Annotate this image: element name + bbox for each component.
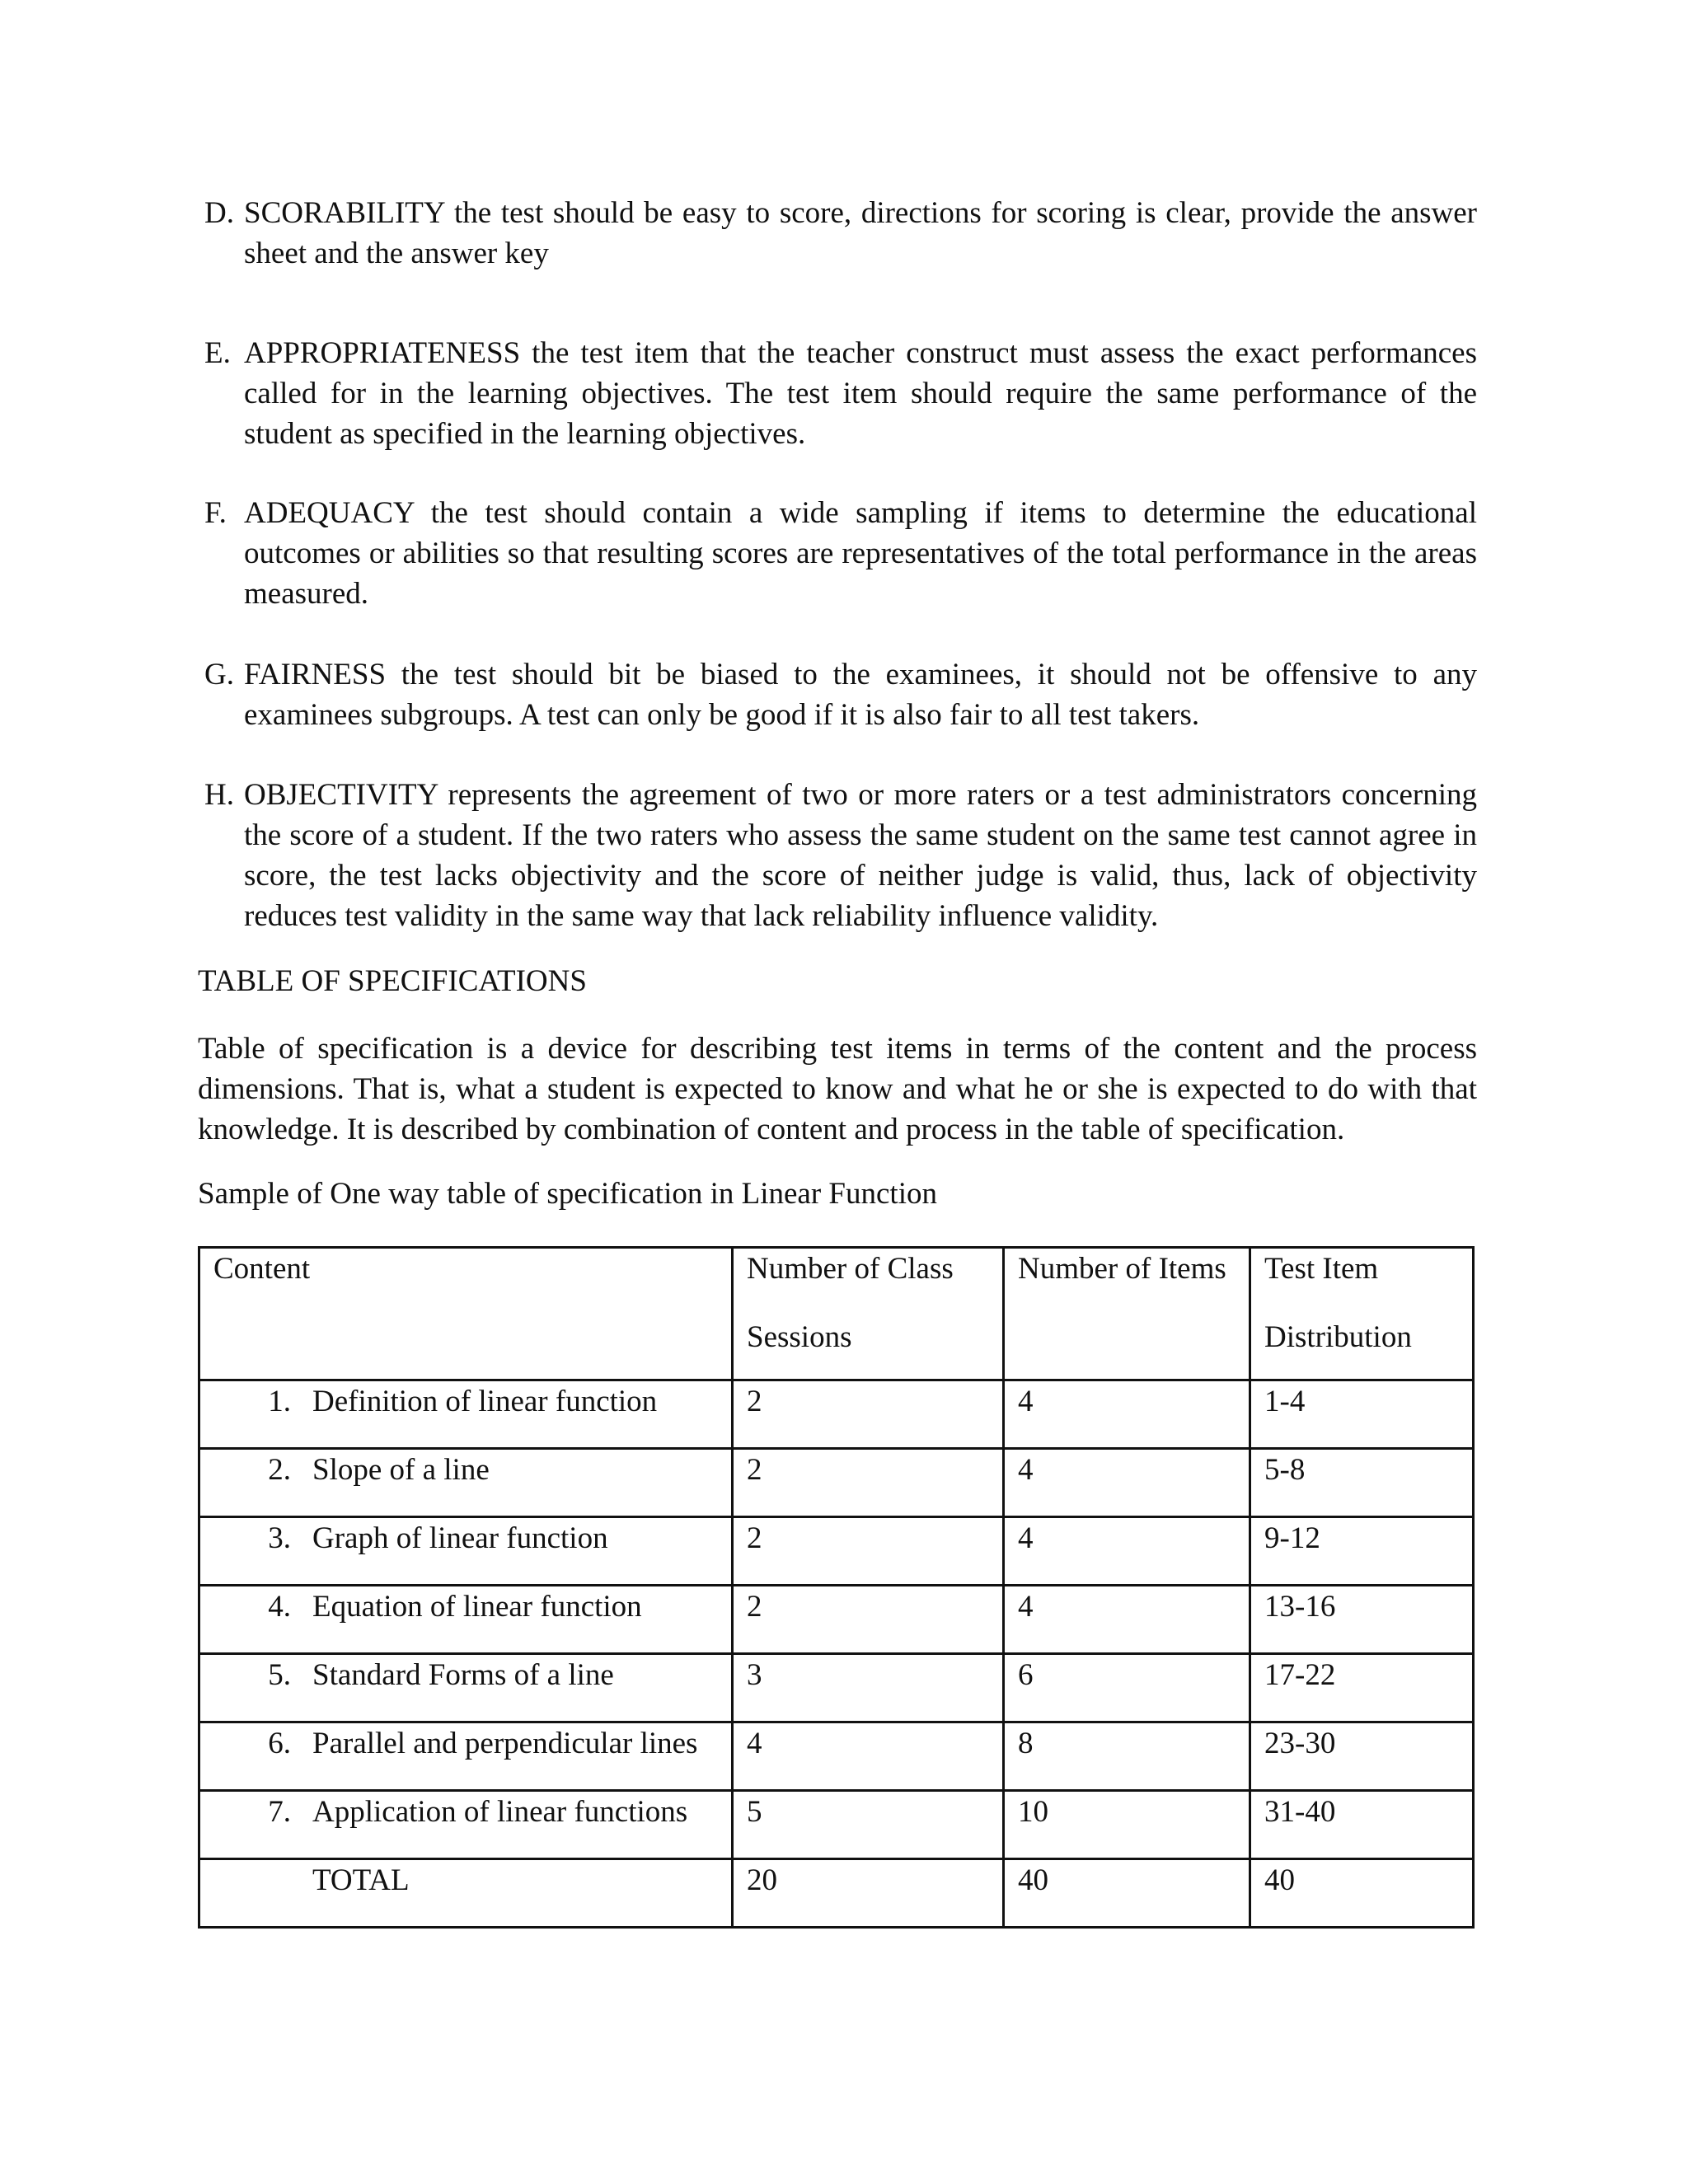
item-f	[204, 493, 1477, 614]
content-cell: 2. Slope of a line	[199, 1449, 733, 1517]
total-items-cell: 40	[1004, 1859, 1250, 1928]
table-caption: Sample of One way table of specification in Linear Function	[198, 1177, 937, 1211]
sessions-cell: 4	[733, 1722, 1004, 1791]
table-header-row	[199, 1248, 1474, 1380]
content-cell: 4. Equation of linear function	[199, 1586, 733, 1654]
table-row	[199, 1722, 1474, 1791]
table-row	[199, 1380, 1474, 1449]
distribution-cell: 23-30	[1250, 1722, 1474, 1791]
item-text: ADEQUACY the test should contain a wide sampling if items to determine the educational outcomes or abilities so that resulting scores are representatives of the total performance in the areas measured.	[244, 496, 1477, 611]
total-distribution-cell: 40	[1250, 1859, 1474, 1928]
item-text: APPROPRIATENESS the test item that the teacher construct must assess the exact performances called for in the learning objectives. The test item should require the same performance of the student as specified in the learning objectives.	[244, 336, 1477, 451]
item-text: SCORABILITY the test should be easy to score, directions for scoring is clear, provide the answer sheet and the answer key	[244, 196, 1477, 270]
distribution-cell: 31-40	[1250, 1791, 1474, 1859]
header-sessions: Number of Class Sessions	[733, 1248, 1004, 1380]
table-row	[199, 1517, 1474, 1586]
item-d	[204, 193, 1477, 274]
items-cell: 6	[1004, 1654, 1250, 1722]
sessions-cell: 3	[733, 1654, 1004, 1722]
table-total-row	[199, 1859, 1474, 1928]
section-heading: TABLE OF SPECIFICATIONS	[198, 964, 587, 998]
total-sessions-cell: 20	[733, 1859, 1004, 1928]
item-letter: G.	[204, 658, 234, 691]
distribution-cell: 17-22	[1250, 1654, 1474, 1722]
distribution-cell: 9-12	[1250, 1517, 1474, 1586]
item-letter: D.	[204, 196, 234, 230]
content-cell: 6. Parallel and perpendicular lines	[199, 1722, 733, 1791]
distribution-cell: 1-4	[1250, 1380, 1474, 1449]
content-cell: 7. Application of linear functions	[199, 1791, 733, 1859]
table-row	[199, 1586, 1474, 1654]
items-cell: 10	[1004, 1791, 1250, 1859]
sessions-cell: 2	[733, 1449, 1004, 1517]
intro-paragraph: Table of specification is a device for describing test items in terms of the content and the process dimensions. That is, what a student is expected to know and what he or she is expected to do with that knowledge. It is described by combination of content and process in the table of specification.	[198, 1032, 1477, 1146]
table-row	[199, 1449, 1474, 1517]
table-row	[199, 1791, 1474, 1859]
content-cell: 1. Definition of linear function	[199, 1380, 733, 1449]
content-cell: 3. Graph of linear function	[199, 1517, 733, 1586]
items-cell: 4	[1004, 1586, 1250, 1654]
distribution-cell: 13-16	[1250, 1586, 1474, 1654]
item-letter: E.	[204, 336, 231, 370]
item-g	[204, 654, 1477, 735]
items-cell: 4	[1004, 1517, 1250, 1586]
header-content: Content	[199, 1248, 733, 1380]
item-letter: F.	[204, 496, 227, 530]
sessions-cell: 2	[733, 1380, 1004, 1449]
sessions-cell: 2	[733, 1517, 1004, 1586]
items-cell: 4	[1004, 1380, 1250, 1449]
header-items: Number of Items	[1004, 1248, 1250, 1380]
specification-table	[198, 1246, 1475, 1929]
header-distribution: Test Item Distribution	[1250, 1248, 1474, 1380]
item-text: OBJECTIVITY represents the agreement of two or more raters or a test administrators concerning the score of a student. If the two raters who assess the same student on the same test cannot agree in score, the test lacks objectivity and the score of neither judge is valid, thus, lack of objectivity reduces test validity in the same way that lack reliability influence validity.	[244, 778, 1477, 933]
distribution-cell: 5-8	[1250, 1449, 1474, 1517]
item-e	[204, 333, 1477, 454]
items-cell: 4	[1004, 1449, 1250, 1517]
item-h	[204, 775, 1477, 936]
total-label-cell: TOTAL	[199, 1859, 733, 1928]
table-row	[199, 1654, 1474, 1722]
item-letter: H.	[204, 778, 234, 812]
sessions-cell: 2	[733, 1586, 1004, 1654]
content-cell: 5. Standard Forms of a line	[199, 1654, 733, 1722]
item-text: FAIRNESS the test should bit be biased to the examinees, it should not be offensive to any examinees subgroups. A test can only be good if it is also fair to all test takers.	[244, 658, 1477, 732]
sessions-cell: 5	[733, 1791, 1004, 1859]
items-cell: 8	[1004, 1722, 1250, 1791]
